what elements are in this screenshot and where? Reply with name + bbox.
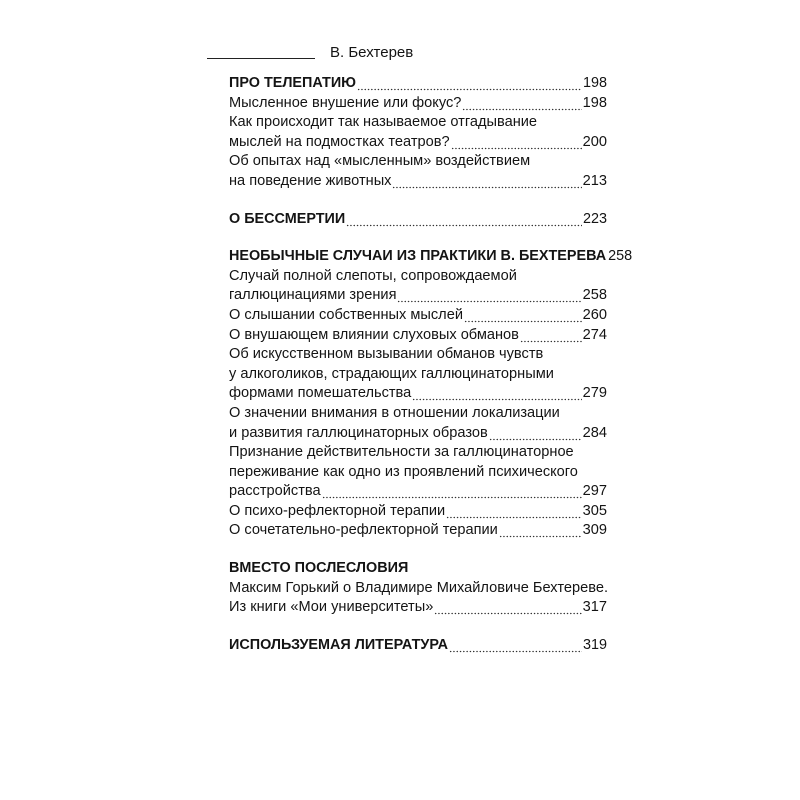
toc-entry xyxy=(229,384,607,404)
toc-entry xyxy=(229,579,607,599)
toc-entry xyxy=(229,326,607,346)
dot-leader xyxy=(392,172,581,192)
toc-entry xyxy=(229,113,607,133)
toc-page-number: 198 xyxy=(582,94,607,111)
running-header xyxy=(207,42,607,66)
toc-entry xyxy=(229,365,607,385)
dot-leader xyxy=(346,210,582,230)
toc-page-number: 317 xyxy=(582,599,607,616)
toc-entry-title: переживание как одно из проявлений психического xyxy=(229,463,578,480)
toc-page-number: 274 xyxy=(582,326,607,343)
dot-leader xyxy=(489,424,582,444)
dot-leader xyxy=(322,482,582,502)
dot-leader xyxy=(446,502,581,522)
toc-entry xyxy=(229,267,607,287)
toc-entry-title: галлюцинациями зрения xyxy=(229,287,397,304)
toc-entry-title: ВМЕСТО ПОСЛЕСЛОВИЯ xyxy=(229,560,409,577)
table-of-contents xyxy=(229,74,633,673)
toc-entry xyxy=(229,172,607,192)
toc-heading xyxy=(229,74,607,94)
dot-leader xyxy=(449,636,582,656)
toc-page-number: 200 xyxy=(582,133,607,150)
toc-entry xyxy=(229,404,607,424)
toc-entry-title: у алкоголиков, страдающих галлюцинаторными xyxy=(229,365,554,382)
toc-entry-title: Мысленное внушение или фокус? xyxy=(229,94,462,111)
toc-entry-title: формами помешательства xyxy=(229,385,412,402)
toc-entry-title: О внушающем влиянии слуховых обманов xyxy=(229,326,519,343)
toc-section xyxy=(229,636,607,656)
dot-leader xyxy=(397,286,581,306)
dot-leader xyxy=(451,133,582,153)
toc-entry xyxy=(229,133,607,153)
toc-entry-title: ИСПОЛЬЗУЕМАЯ ЛИТЕРАТУРА xyxy=(229,636,449,653)
toc-entry-title: Об искусственном вызывании обманов чувств xyxy=(229,346,544,363)
toc-entry-title: ПРО ТЕЛЕПАТИЮ xyxy=(229,75,357,91)
toc-page-number: 297 xyxy=(582,483,607,500)
toc-entry-title: и развития галлюцинаторных образов xyxy=(229,424,488,441)
toc-page-number: 309 xyxy=(582,522,607,539)
toc-entry-title: Случай полной слепоты, сопровождаемой xyxy=(229,267,517,284)
header-author: В. Бехтерев xyxy=(330,44,414,61)
toc-entry xyxy=(229,94,607,114)
toc-section xyxy=(229,210,607,230)
toc-page-number: 198 xyxy=(582,75,607,91)
toc-entry xyxy=(229,598,607,618)
toc-entry-title: НЕОБЫЧНЫЕ СЛУЧАИ ИЗ ПРАКТИКИ В. БЕХТЕРЕВА xyxy=(229,248,607,265)
toc-entry-title: О сочетательно-рефлекторной терапии xyxy=(229,522,498,539)
toc-page-number: 279 xyxy=(582,385,607,402)
toc-entry xyxy=(229,345,607,365)
toc-page-number: 223 xyxy=(582,210,607,227)
toc-entry xyxy=(229,482,607,502)
toc-entry-title: О слышании собственных мыслей xyxy=(229,306,463,323)
toc-entry-title: мыслей на подмостках театров? xyxy=(229,133,450,150)
dot-leader xyxy=(499,521,582,541)
toc-heading xyxy=(229,559,607,579)
toc-entry xyxy=(229,443,607,463)
dot-leader xyxy=(434,598,581,618)
toc-section xyxy=(229,559,607,618)
toc-entry xyxy=(229,521,607,541)
toc-entry-title: Как происходит так называемое отгадывание xyxy=(229,114,538,131)
toc-entry-title: Максим Горький о Владимире Михайловиче Бехтереве. xyxy=(229,579,609,596)
toc-entry-title: Об опытах над «мысленным» воздействием xyxy=(229,153,531,170)
toc-entry xyxy=(229,152,607,172)
header-rule xyxy=(207,58,315,59)
toc-page-number: 258 xyxy=(582,287,607,304)
toc-entry-title: расстройства xyxy=(229,483,321,500)
toc-page-number: 305 xyxy=(582,502,607,519)
toc-entry-title: Признание действительности за галлюцинаторное xyxy=(229,444,574,461)
dot-leader xyxy=(357,74,582,94)
toc-page-number: 258 xyxy=(608,248,633,265)
toc-page-number: 260 xyxy=(582,306,607,323)
toc-entry xyxy=(229,463,607,483)
toc-section xyxy=(229,247,633,541)
dot-leader xyxy=(412,384,581,404)
toc-heading xyxy=(229,247,633,267)
toc-entry xyxy=(229,306,607,326)
toc-heading xyxy=(229,636,607,656)
toc-entry xyxy=(229,502,607,522)
toc-section xyxy=(229,74,607,192)
toc-page-number: 319 xyxy=(582,636,607,653)
toc-entry xyxy=(229,424,607,444)
toc-entry-title: О значении внимания в отношении локализации xyxy=(229,404,560,421)
toc-page-number: 213 xyxy=(582,172,607,189)
toc-entry xyxy=(229,286,607,306)
toc-heading xyxy=(229,210,607,230)
dot-leader xyxy=(462,94,581,114)
dot-leader xyxy=(464,306,582,326)
toc-entry-title: О психо-рефлекторной терапии xyxy=(229,502,446,519)
dot-leader xyxy=(520,326,582,346)
toc-entry-title: Из книги «Мои университеты» xyxy=(229,599,434,616)
toc-entry-title: О БЕССМЕРТИИ xyxy=(229,210,346,227)
toc-entry-title: на поведение животных xyxy=(229,172,392,189)
toc-page-number: 284 xyxy=(582,424,607,441)
